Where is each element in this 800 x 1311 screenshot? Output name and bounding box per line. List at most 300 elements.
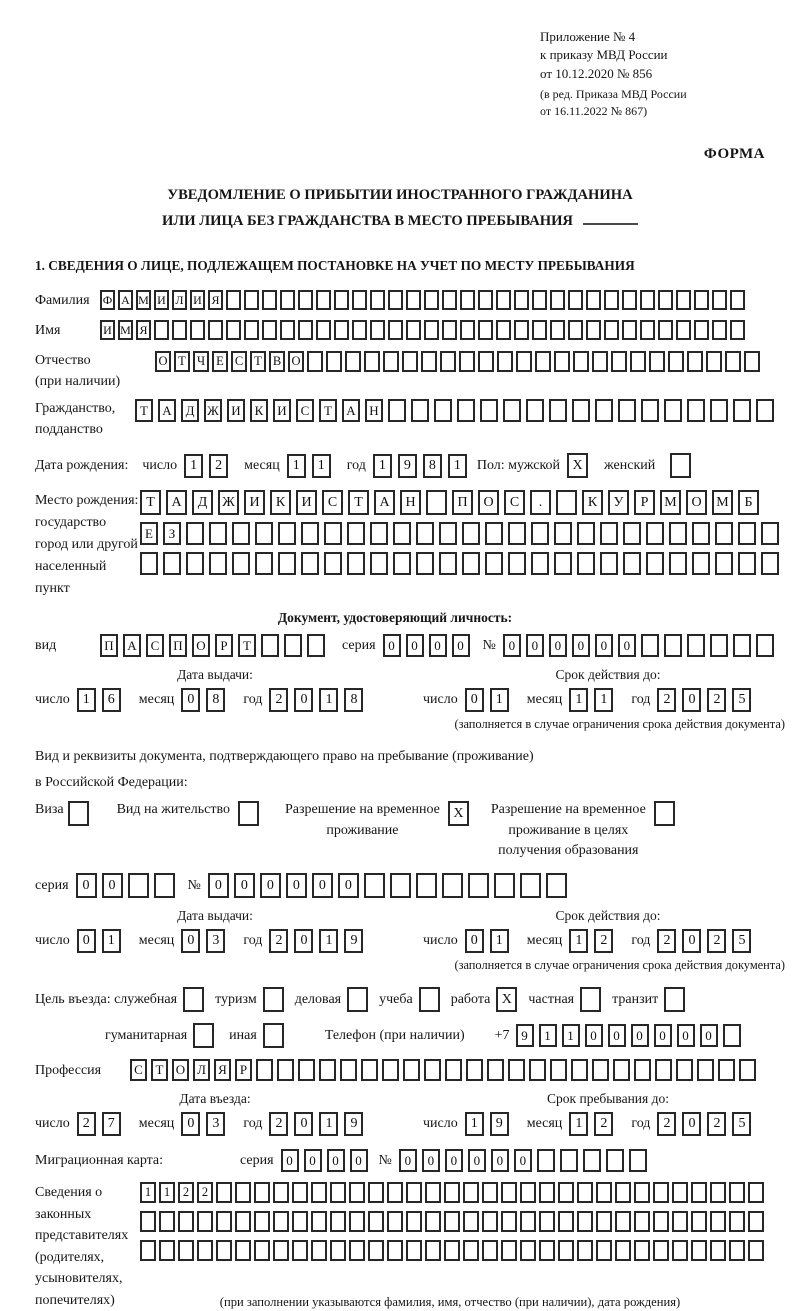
doc-num-cells[interactable] xyxy=(503,634,779,657)
char-cell[interactable]: 0 xyxy=(595,634,613,657)
char-cell[interactable] xyxy=(623,552,641,575)
char-cell[interactable] xyxy=(298,1059,315,1081)
char-cell[interactable]: Л xyxy=(172,290,187,310)
issue-day-cells[interactable] xyxy=(77,688,127,712)
reps-row1-cells[interactable] xyxy=(140,1182,767,1203)
char-cell[interactable] xyxy=(340,1059,357,1081)
char-cell[interactable] xyxy=(738,552,756,575)
char-cell[interactable] xyxy=(664,634,682,657)
char-cell[interactable]: 1 xyxy=(102,929,121,953)
char-cell[interactable]: Р xyxy=(215,634,233,657)
char-cell[interactable]: 0 xyxy=(294,929,313,953)
stay-day-cells[interactable] xyxy=(465,1112,515,1136)
char-cell[interactable] xyxy=(425,1182,441,1203)
char-cell[interactable]: 6 xyxy=(102,688,121,712)
char-cell[interactable] xyxy=(370,290,385,310)
char-cell[interactable]: 3 xyxy=(206,1112,225,1136)
char-cell[interactable] xyxy=(710,1182,726,1203)
char-cell[interactable] xyxy=(723,1024,741,1047)
char-cell[interactable] xyxy=(416,522,434,545)
char-cell[interactable] xyxy=(406,1182,422,1203)
char-cell[interactable] xyxy=(577,1211,593,1232)
char-cell[interactable] xyxy=(292,1211,308,1232)
issue-year-cells[interactable] xyxy=(269,688,369,712)
char-cell[interactable] xyxy=(669,552,687,575)
reps-row2-cells[interactable] xyxy=(140,1211,767,1232)
char-cell[interactable] xyxy=(208,320,223,340)
char-cell[interactable] xyxy=(244,290,259,310)
char-cell[interactable] xyxy=(390,873,411,898)
char-cell[interactable]: Е xyxy=(140,522,158,545)
char-cell[interactable] xyxy=(568,290,583,310)
char-cell[interactable] xyxy=(577,522,595,545)
char-cell[interactable] xyxy=(364,873,385,898)
char-cell[interactable] xyxy=(172,320,187,340)
char-cell[interactable] xyxy=(634,1211,650,1232)
char-cell[interactable] xyxy=(406,1240,422,1261)
char-cell[interactable]: 0 xyxy=(503,634,521,657)
char-cell[interactable] xyxy=(558,1240,574,1261)
char-cell[interactable]: 0 xyxy=(682,688,701,712)
char-cell[interactable] xyxy=(463,1182,479,1203)
char-cell[interactable]: 1 xyxy=(465,1112,484,1136)
char-cell[interactable] xyxy=(444,1182,460,1203)
phone-cells[interactable] xyxy=(516,1024,746,1047)
char-cell[interactable]: 1 xyxy=(569,688,588,712)
char-cell[interactable] xyxy=(406,320,421,340)
char-cell[interactable]: О xyxy=(288,351,304,372)
char-cell[interactable] xyxy=(634,1240,650,1261)
char-cell[interactable] xyxy=(618,399,636,422)
char-cell[interactable] xyxy=(573,351,589,372)
char-cell[interactable] xyxy=(715,522,733,545)
char-cell[interactable] xyxy=(326,351,342,372)
char-cell[interactable] xyxy=(641,634,659,657)
char-cell[interactable]: 0 xyxy=(286,873,307,898)
char-cell[interactable]: Т xyxy=(135,399,153,422)
char-cell[interactable]: Я xyxy=(214,1059,231,1081)
char-cell[interactable] xyxy=(244,320,259,340)
char-cell[interactable]: . xyxy=(530,490,551,515)
char-cell[interactable] xyxy=(595,399,613,422)
char-cell[interactable]: 0 xyxy=(234,873,255,898)
char-cell[interactable] xyxy=(640,290,655,310)
valid-day-cells[interactable] xyxy=(465,688,515,712)
char-cell[interactable] xyxy=(193,1023,214,1048)
char-cell[interactable]: 0 xyxy=(304,1149,322,1172)
surname-cells[interactable] xyxy=(100,290,748,310)
char-cell[interactable] xyxy=(387,1240,403,1261)
char-cell[interactable]: И xyxy=(100,320,115,340)
char-cell[interactable] xyxy=(445,1059,462,1081)
char-cell[interactable] xyxy=(278,522,296,545)
char-cell[interactable] xyxy=(68,801,89,826)
char-cell[interactable]: А xyxy=(166,490,187,515)
char-cell[interactable] xyxy=(558,1182,574,1203)
char-cell[interactable]: Т xyxy=(348,490,369,515)
char-cell[interactable] xyxy=(352,320,367,340)
char-cell[interactable] xyxy=(159,1240,175,1261)
char-cell[interactable] xyxy=(140,1240,156,1261)
char-cell[interactable] xyxy=(611,351,627,372)
char-cell[interactable] xyxy=(425,1240,441,1261)
char-cell[interactable] xyxy=(520,1211,536,1232)
char-cell[interactable]: 0 xyxy=(327,1149,345,1172)
char-cell[interactable] xyxy=(748,1240,764,1261)
char-cell[interactable] xyxy=(382,1059,399,1081)
char-cell[interactable] xyxy=(577,1182,593,1203)
char-cell[interactable] xyxy=(676,320,691,340)
char-cell[interactable]: 1 xyxy=(569,1112,588,1136)
profession-cells[interactable] xyxy=(130,1059,760,1081)
char-cell[interactable] xyxy=(568,320,583,340)
char-cell[interactable] xyxy=(383,351,399,372)
char-cell[interactable] xyxy=(494,873,515,898)
char-cell[interactable] xyxy=(387,1182,403,1203)
char-cell[interactable]: 0 xyxy=(682,1112,701,1136)
char-cell[interactable] xyxy=(368,1240,384,1261)
char-cell[interactable] xyxy=(186,552,204,575)
char-cell[interactable] xyxy=(393,552,411,575)
char-cell[interactable]: 2 xyxy=(269,1112,288,1136)
char-cell[interactable]: 0 xyxy=(491,1149,509,1172)
char-cell[interactable] xyxy=(388,290,403,310)
char-cell[interactable] xyxy=(462,552,480,575)
char-cell[interactable] xyxy=(262,290,277,310)
char-cell[interactable]: О xyxy=(172,1059,189,1081)
char-cell[interactable] xyxy=(712,320,727,340)
entry-day-cells[interactable] xyxy=(77,1112,127,1136)
char-cell[interactable]: 0 xyxy=(208,873,229,898)
char-cell[interactable] xyxy=(254,1182,270,1203)
char-cell[interactable] xyxy=(710,1211,726,1232)
char-cell[interactable] xyxy=(280,320,295,340)
char-cell[interactable] xyxy=(316,290,331,310)
char-cell[interactable]: 1 xyxy=(448,454,467,478)
char-cell[interactable]: 2 xyxy=(269,929,288,953)
char-cell[interactable]: 0 xyxy=(350,1149,368,1172)
char-cell[interactable] xyxy=(715,552,733,575)
char-cell[interactable]: 1 xyxy=(319,1112,338,1136)
char-cell[interactable]: 1 xyxy=(319,688,338,712)
char-cell[interactable] xyxy=(554,552,572,575)
char-cell[interactable]: X xyxy=(496,987,517,1012)
char-cell[interactable] xyxy=(653,1240,669,1261)
char-cell[interactable]: Н xyxy=(400,490,421,515)
char-cell[interactable] xyxy=(520,1240,536,1261)
char-cell[interactable] xyxy=(468,873,489,898)
char-cell[interactable]: А xyxy=(342,399,360,422)
char-cell[interactable] xyxy=(691,1211,707,1232)
char-cell[interactable] xyxy=(623,522,641,545)
char-cell[interactable] xyxy=(388,320,403,340)
char-cell[interactable] xyxy=(273,1240,289,1261)
char-cell[interactable]: 0 xyxy=(260,873,281,898)
char-cell[interactable]: И xyxy=(154,290,169,310)
char-cell[interactable] xyxy=(640,320,655,340)
char-cell[interactable] xyxy=(301,522,319,545)
char-cell[interactable] xyxy=(261,634,279,657)
char-cell[interactable]: И xyxy=(227,399,245,422)
char-cell[interactable]: 8 xyxy=(344,688,363,712)
char-cell[interactable]: А xyxy=(158,399,176,422)
char-cell[interactable]: 0 xyxy=(383,634,401,657)
char-cell[interactable] xyxy=(263,1023,284,1048)
char-cell[interactable]: 8 xyxy=(423,454,442,478)
char-cell[interactable] xyxy=(532,290,547,310)
char-cell[interactable] xyxy=(292,1182,308,1203)
char-cell[interactable] xyxy=(687,634,705,657)
char-cell[interactable] xyxy=(186,522,204,545)
char-cell[interactable]: 2 xyxy=(594,929,613,953)
char-cell[interactable] xyxy=(558,1211,574,1232)
doc-seriya-cells[interactable] xyxy=(383,634,475,657)
char-cell[interactable] xyxy=(496,290,511,310)
char-cell[interactable] xyxy=(462,522,480,545)
char-cell[interactable] xyxy=(670,453,691,478)
char-cell[interactable] xyxy=(738,522,756,545)
char-cell[interactable]: Т xyxy=(140,490,161,515)
char-cell[interactable] xyxy=(460,320,475,340)
char-cell[interactable]: О xyxy=(192,634,210,657)
char-cell[interactable] xyxy=(756,634,774,657)
char-cell[interactable] xyxy=(729,1240,745,1261)
char-cell[interactable] xyxy=(554,522,572,545)
migration-seriya-cells[interactable] xyxy=(281,1149,373,1172)
char-cell[interactable] xyxy=(560,1149,578,1172)
purpose-study-checkbox[interactable] xyxy=(419,987,440,1012)
char-cell[interactable] xyxy=(311,1240,327,1261)
char-cell[interactable] xyxy=(393,522,411,545)
birth-day-cells[interactable] xyxy=(184,454,234,478)
char-cell[interactable]: Т xyxy=(174,351,190,372)
char-cell[interactable] xyxy=(345,351,361,372)
char-cell[interactable]: 0 xyxy=(102,873,123,898)
char-cell[interactable]: 1 xyxy=(490,929,509,953)
entry-year-cells[interactable] xyxy=(269,1112,369,1136)
char-cell[interactable] xyxy=(361,1059,378,1081)
char-cell[interactable] xyxy=(255,522,273,545)
char-cell[interactable] xyxy=(424,1059,441,1081)
visa-checkbox[interactable] xyxy=(68,801,89,826)
char-cell[interactable] xyxy=(480,399,498,422)
char-cell[interactable]: 0 xyxy=(181,1112,200,1136)
char-cell[interactable]: 1 xyxy=(373,454,392,478)
char-cell[interactable]: М xyxy=(712,490,733,515)
citizenship-cells[interactable] xyxy=(135,399,779,422)
char-cell[interactable] xyxy=(278,552,296,575)
migration-num-cells[interactable] xyxy=(399,1149,652,1172)
char-cell[interactable] xyxy=(466,1059,483,1081)
char-cell[interactable] xyxy=(324,522,342,545)
char-cell[interactable] xyxy=(478,290,493,310)
char-cell[interactable] xyxy=(496,320,511,340)
char-cell[interactable]: 0 xyxy=(294,1112,313,1136)
char-cell[interactable]: 0 xyxy=(526,634,544,657)
char-cell[interactable] xyxy=(442,873,463,898)
char-cell[interactable]: Л xyxy=(193,1059,210,1081)
char-cell[interactable]: 1 xyxy=(539,1024,557,1047)
char-cell[interactable] xyxy=(596,1240,612,1261)
char-cell[interactable] xyxy=(692,522,710,545)
char-cell[interactable] xyxy=(273,1182,289,1203)
char-cell[interactable] xyxy=(748,1182,764,1203)
char-cell[interactable] xyxy=(140,1211,156,1232)
char-cell[interactable]: М xyxy=(136,290,151,310)
char-cell[interactable] xyxy=(748,1211,764,1232)
stay-month-cells[interactable] xyxy=(569,1112,619,1136)
female-checkbox[interactable] xyxy=(670,453,691,478)
char-cell[interactable] xyxy=(349,1211,365,1232)
char-cell[interactable] xyxy=(508,1059,525,1081)
male-checkbox[interactable] xyxy=(567,453,588,478)
char-cell[interactable] xyxy=(478,320,493,340)
char-cell[interactable] xyxy=(604,320,619,340)
res-issue-day-cells[interactable] xyxy=(77,929,127,953)
char-cell[interactable]: 0 xyxy=(585,1024,603,1047)
char-cell[interactable]: О xyxy=(478,490,499,515)
char-cell[interactable] xyxy=(307,351,323,372)
char-cell[interactable]: П xyxy=(100,634,118,657)
char-cell[interactable]: 0 xyxy=(181,688,200,712)
char-cell[interactable] xyxy=(613,1059,630,1081)
purpose-official-checkbox[interactable] xyxy=(183,987,204,1012)
char-cell[interactable] xyxy=(154,873,175,898)
char-cell[interactable] xyxy=(694,290,709,310)
char-cell[interactable]: А xyxy=(123,634,141,657)
char-cell[interactable] xyxy=(273,1211,289,1232)
char-cell[interactable] xyxy=(254,1211,270,1232)
char-cell[interactable]: 2 xyxy=(77,1112,96,1136)
char-cell[interactable] xyxy=(277,1059,294,1081)
char-cell[interactable] xyxy=(733,634,751,657)
char-cell[interactable]: 2 xyxy=(707,1112,726,1136)
char-cell[interactable] xyxy=(550,320,565,340)
char-cell[interactable] xyxy=(298,290,313,310)
char-cell[interactable] xyxy=(654,801,675,826)
char-cell[interactable] xyxy=(615,1240,631,1261)
char-cell[interactable]: З xyxy=(163,522,181,545)
birth-place-row1-cells[interactable] xyxy=(140,490,764,515)
char-cell[interactable] xyxy=(226,320,241,340)
char-cell[interactable]: Ж xyxy=(204,399,222,422)
char-cell[interactable] xyxy=(235,1182,251,1203)
char-cell[interactable]: 0 xyxy=(549,634,567,657)
res-valid-year-cells[interactable] xyxy=(657,929,757,953)
char-cell[interactable]: 2 xyxy=(269,688,288,712)
char-cell[interactable] xyxy=(503,399,521,422)
char-cell[interactable] xyxy=(692,552,710,575)
char-cell[interactable]: 1 xyxy=(490,688,509,712)
char-cell[interactable] xyxy=(630,351,646,372)
char-cell[interactable]: К xyxy=(270,490,291,515)
char-cell[interactable] xyxy=(520,1182,536,1203)
birth-year-cells[interactable] xyxy=(373,454,473,478)
char-cell[interactable] xyxy=(424,290,439,310)
char-cell[interactable]: 0 xyxy=(181,929,200,953)
char-cell[interactable] xyxy=(600,552,618,575)
char-cell[interactable] xyxy=(482,1211,498,1232)
char-cell[interactable]: 1 xyxy=(159,1182,175,1203)
char-cell[interactable] xyxy=(209,522,227,545)
char-cell[interactable] xyxy=(442,290,457,310)
char-cell[interactable] xyxy=(232,552,250,575)
char-cell[interactable]: 0 xyxy=(608,1024,626,1047)
char-cell[interactable] xyxy=(330,1211,346,1232)
char-cell[interactable] xyxy=(658,290,673,310)
char-cell[interactable] xyxy=(419,987,440,1012)
char-cell[interactable] xyxy=(128,873,149,898)
char-cell[interactable]: 0 xyxy=(700,1024,718,1047)
char-cell[interactable]: 0 xyxy=(677,1024,695,1047)
char-cell[interactable] xyxy=(539,1240,555,1261)
char-cell[interactable]: 0 xyxy=(465,929,484,953)
char-cell[interactable] xyxy=(572,399,590,422)
char-cell[interactable]: П xyxy=(169,634,187,657)
char-cell[interactable] xyxy=(254,1240,270,1261)
char-cell[interactable]: 0 xyxy=(572,634,590,657)
char-cell[interactable] xyxy=(368,1211,384,1232)
char-cell[interactable] xyxy=(406,1211,422,1232)
char-cell[interactable] xyxy=(307,634,325,657)
char-cell[interactable]: Р xyxy=(634,490,655,515)
char-cell[interactable] xyxy=(460,290,475,310)
name-cells[interactable] xyxy=(100,320,748,340)
char-cell[interactable] xyxy=(730,320,745,340)
char-cell[interactable] xyxy=(311,1182,327,1203)
char-cell[interactable] xyxy=(440,351,456,372)
char-cell[interactable]: 1 xyxy=(562,1024,580,1047)
char-cell[interactable] xyxy=(334,290,349,310)
char-cell[interactable]: М xyxy=(660,490,681,515)
char-cell[interactable] xyxy=(434,399,452,422)
char-cell[interactable]: 1 xyxy=(77,688,96,712)
char-cell[interactable]: Н xyxy=(365,399,383,422)
char-cell[interactable] xyxy=(669,522,687,545)
char-cell[interactable] xyxy=(501,1240,517,1261)
char-cell[interactable] xyxy=(526,399,544,422)
purpose-private-checkbox[interactable] xyxy=(580,987,601,1012)
char-cell[interactable] xyxy=(529,1059,546,1081)
char-cell[interactable] xyxy=(629,1149,647,1172)
char-cell[interactable] xyxy=(216,1240,232,1261)
char-cell[interactable] xyxy=(262,320,277,340)
char-cell[interactable] xyxy=(478,351,494,372)
char-cell[interactable] xyxy=(482,1240,498,1261)
char-cell[interactable]: И xyxy=(296,490,317,515)
char-cell[interactable]: 2 xyxy=(707,929,726,953)
char-cell[interactable] xyxy=(352,290,367,310)
char-cell[interactable]: 7 xyxy=(102,1112,121,1136)
char-cell[interactable] xyxy=(514,320,529,340)
char-cell[interactable] xyxy=(416,552,434,575)
char-cell[interactable] xyxy=(664,987,685,1012)
purpose-tourism-checkbox[interactable] xyxy=(263,987,284,1012)
char-cell[interactable]: 9 xyxy=(344,1112,363,1136)
char-cell[interactable]: 0 xyxy=(76,873,97,898)
temp-residence-education-checkbox[interactable] xyxy=(654,801,675,826)
char-cell[interactable] xyxy=(592,351,608,372)
char-cell[interactable] xyxy=(655,1059,672,1081)
char-cell[interactable] xyxy=(216,1182,232,1203)
char-cell[interactable] xyxy=(615,1211,631,1232)
char-cell[interactable] xyxy=(712,290,727,310)
char-cell[interactable] xyxy=(653,1182,669,1203)
char-cell[interactable] xyxy=(580,987,601,1012)
char-cell[interactable]: 2 xyxy=(197,1182,213,1203)
char-cell[interactable]: С xyxy=(231,351,247,372)
char-cell[interactable]: 8 xyxy=(206,688,225,712)
